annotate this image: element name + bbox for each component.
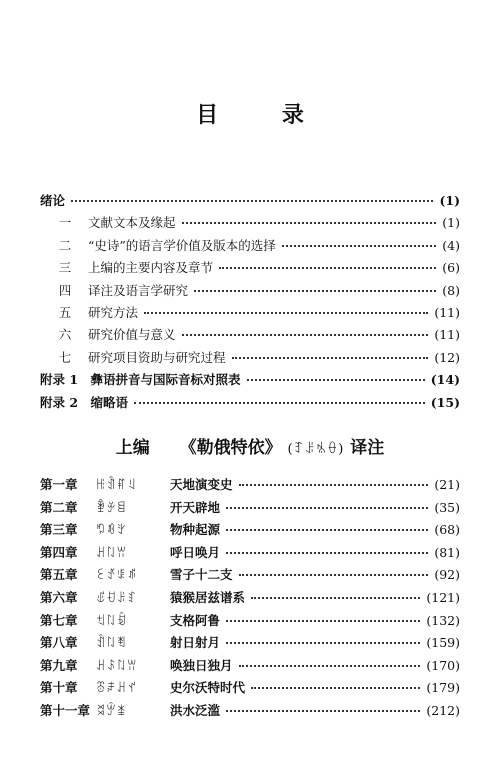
part-book-title: 《勒俄特依》: [179, 438, 282, 458]
chapter-page: (68): [434, 522, 460, 538]
chapter-page: (179): [426, 680, 460, 696]
chapter-number: 第六章: [40, 589, 78, 605]
toc-entry-page: (1): [442, 215, 460, 231]
dot-leader: [239, 665, 421, 667]
toc-entry[interactable]: [40, 280, 460, 302]
toc-entry-label: 研究方法: [88, 304, 139, 320]
toc-entry[interactable]: [40, 235, 460, 257]
dot-leader: [226, 552, 428, 554]
chapter-entry[interactable]: [40, 632, 460, 655]
chapter-yi-title: ꃅꌺꇁꀕ: [96, 658, 138, 673]
chapter-page: (35): [434, 499, 460, 515]
chapter-number: 第五章: [40, 567, 78, 583]
chapter-title: 物种起源: [170, 522, 221, 538]
toc-entry-label: 文献文本及缘起: [88, 215, 176, 231]
toc-entry-number: 三: [58, 260, 72, 276]
chapter-number: 第九章: [40, 657, 78, 673]
chapter-entry[interactable]: [40, 610, 460, 633]
chapter-number: 第十一章: [40, 702, 91, 718]
dot-leader: [71, 200, 433, 202]
chapter-number: 第七章: [40, 612, 78, 628]
toc-entry-number: 五: [58, 304, 72, 320]
dot-leader: [226, 529, 428, 531]
chapter-entry[interactable]: [40, 474, 460, 497]
dot-leader: [194, 290, 436, 292]
toc-entry-page: (1): [439, 193, 460, 208]
toc-entry-label: 译注及语言学研究: [88, 282, 189, 298]
toc-entry-page: (6): [442, 260, 460, 276]
part-prefix: 上编: [115, 438, 150, 458]
chapter-number: 第八章: [40, 635, 78, 651]
part-heading: [0, 433, 500, 458]
chapter-number: 第一章: [40, 477, 78, 492]
dot-leader: [226, 620, 420, 622]
toc-entry-number: 四: [58, 282, 72, 298]
chapter-page: (170): [426, 657, 460, 673]
chapter-entry[interactable]: [40, 587, 460, 610]
page-title: 目 录: [196, 102, 332, 128]
dot-leader: [182, 334, 429, 336]
toc-entry[interactable]: [40, 257, 460, 279]
chapter-page: (121): [426, 589, 460, 605]
chapter-title: 呼日唤月: [170, 544, 221, 560]
chapter-yi-title: ꈬꏭꁧ: [96, 703, 128, 718]
toc-entry-number: 二: [58, 237, 72, 253]
toc-entry-number: 六: [58, 327, 72, 343]
chapter-page: (212): [426, 702, 460, 718]
dot-leader: [282, 245, 436, 247]
part-suffix: 译注: [350, 438, 385, 458]
chapter-yi-title: ꍑꀀꌠꆏ: [96, 590, 138, 605]
chapter-yi-title: ꀉꇁꄮ: [96, 636, 128, 651]
chapter-title: 雪子十二支: [170, 567, 233, 583]
chapter-entry[interactable]: [40, 655, 460, 678]
chapter-number: 第二章: [40, 499, 78, 515]
chapter-number: 第四章: [40, 544, 78, 560]
chapter-yi-title: ꉬꇁꀁ: [96, 613, 128, 628]
chapter-entry[interactable]: [40, 564, 460, 587]
chapter-title: 史尔沃特时代: [170, 680, 246, 696]
toc-entry[interactable]: [40, 392, 460, 414]
chapter-page: (81): [434, 544, 460, 560]
dot-leader: [239, 574, 429, 576]
toc-entry-page: (15): [430, 394, 460, 410]
toc-entry[interactable]: [40, 369, 460, 391]
toc-entry[interactable]: [40, 212, 460, 234]
toc-entry[interactable]: [40, 347, 460, 369]
toc-entry-page: (14): [430, 372, 460, 388]
dot-leader: [226, 710, 420, 712]
toc-entry-label: 研究项目资助与研究过程: [88, 349, 226, 365]
chapter-page: (21): [434, 477, 460, 492]
toc-entry-label: 上编的主要内容及章节: [88, 260, 214, 276]
chapter-entry[interactable]: [40, 519, 460, 542]
toc-entry-label: 附录 1 彝语拼音与国际音标对照表: [40, 372, 241, 388]
dot-leader: [226, 507, 428, 509]
chapter-yi-title: ꏂꀋꌐꁮ: [96, 568, 138, 583]
front-toc: [40, 190, 460, 414]
dot-leader: [182, 222, 437, 224]
chapter-yi-title: ꆿꀉꐥꆹ: [96, 478, 138, 492]
toc-entry-label: 研究价值与意义: [88, 327, 176, 343]
toc-entry[interactable]: [40, 190, 460, 212]
part-yi-title: (ꆈꌠꁱꂷ): [287, 442, 345, 457]
dot-leader: [219, 267, 436, 269]
toc-entry-page: (8): [442, 282, 460, 298]
dot-leader: [251, 597, 420, 599]
toc-entry[interactable]: [40, 302, 460, 324]
dot-leader: [144, 312, 428, 314]
chapter-toc: [40, 474, 460, 723]
chapter-entry[interactable]: [40, 497, 460, 520]
chapter-entry[interactable]: [40, 700, 460, 723]
toc-entry-page: (11): [434, 327, 460, 343]
chapter-entry[interactable]: [40, 677, 460, 700]
chapter-number: 第十章: [40, 680, 78, 696]
chapter-title: 开天辟地: [170, 499, 221, 515]
toc-entry-number: 七: [58, 349, 72, 365]
toc-entry[interactable]: [40, 324, 460, 346]
chapter-yi-title: ꃅꇁꀕ: [96, 545, 128, 560]
chapter-title: 唤独日独月: [170, 657, 233, 673]
toc-entry-page: (11): [434, 304, 460, 320]
dot-leader: [134, 402, 425, 404]
toc-entry-page: (4): [442, 237, 460, 253]
chapter-title: 天地演变史: [170, 477, 233, 492]
chapter-yi-title: ꁨꌧꃅꀈ: [96, 681, 138, 696]
chapter-entry[interactable]: [40, 542, 460, 565]
toc-entry-number: 一: [58, 215, 72, 231]
toc-entry-label: 附录 2 缩略语: [40, 394, 129, 410]
dot-leader: [226, 642, 420, 644]
chapter-yi-title: ꄾꏯꁌ: [96, 500, 128, 515]
dot-leader: [232, 357, 429, 359]
chapter-page: (92): [434, 567, 460, 583]
dot-leader: [247, 379, 425, 381]
chapter-title: 支格阿鲁: [170, 612, 221, 628]
chapter-title: 猿猴居兹谱系: [170, 589, 246, 605]
toc-entry-page: (12): [434, 349, 460, 365]
chapter-number: 第三章: [40, 522, 78, 538]
dot-leader: [239, 484, 429, 486]
chapter-page: (132): [426, 612, 460, 628]
chapter-title: 射日射月: [170, 635, 221, 651]
dot-leader: [251, 687, 420, 689]
chapter-yi-title: ꑳꀑꇬ: [96, 523, 128, 538]
chapter-page: (159): [426, 635, 460, 651]
chapter-title: 洪水泛滥: [170, 702, 221, 718]
toc-entry-label: “史诗”的语言学价值及版本的选择: [88, 237, 276, 253]
toc-entry-label: 绪论: [40, 193, 66, 208]
